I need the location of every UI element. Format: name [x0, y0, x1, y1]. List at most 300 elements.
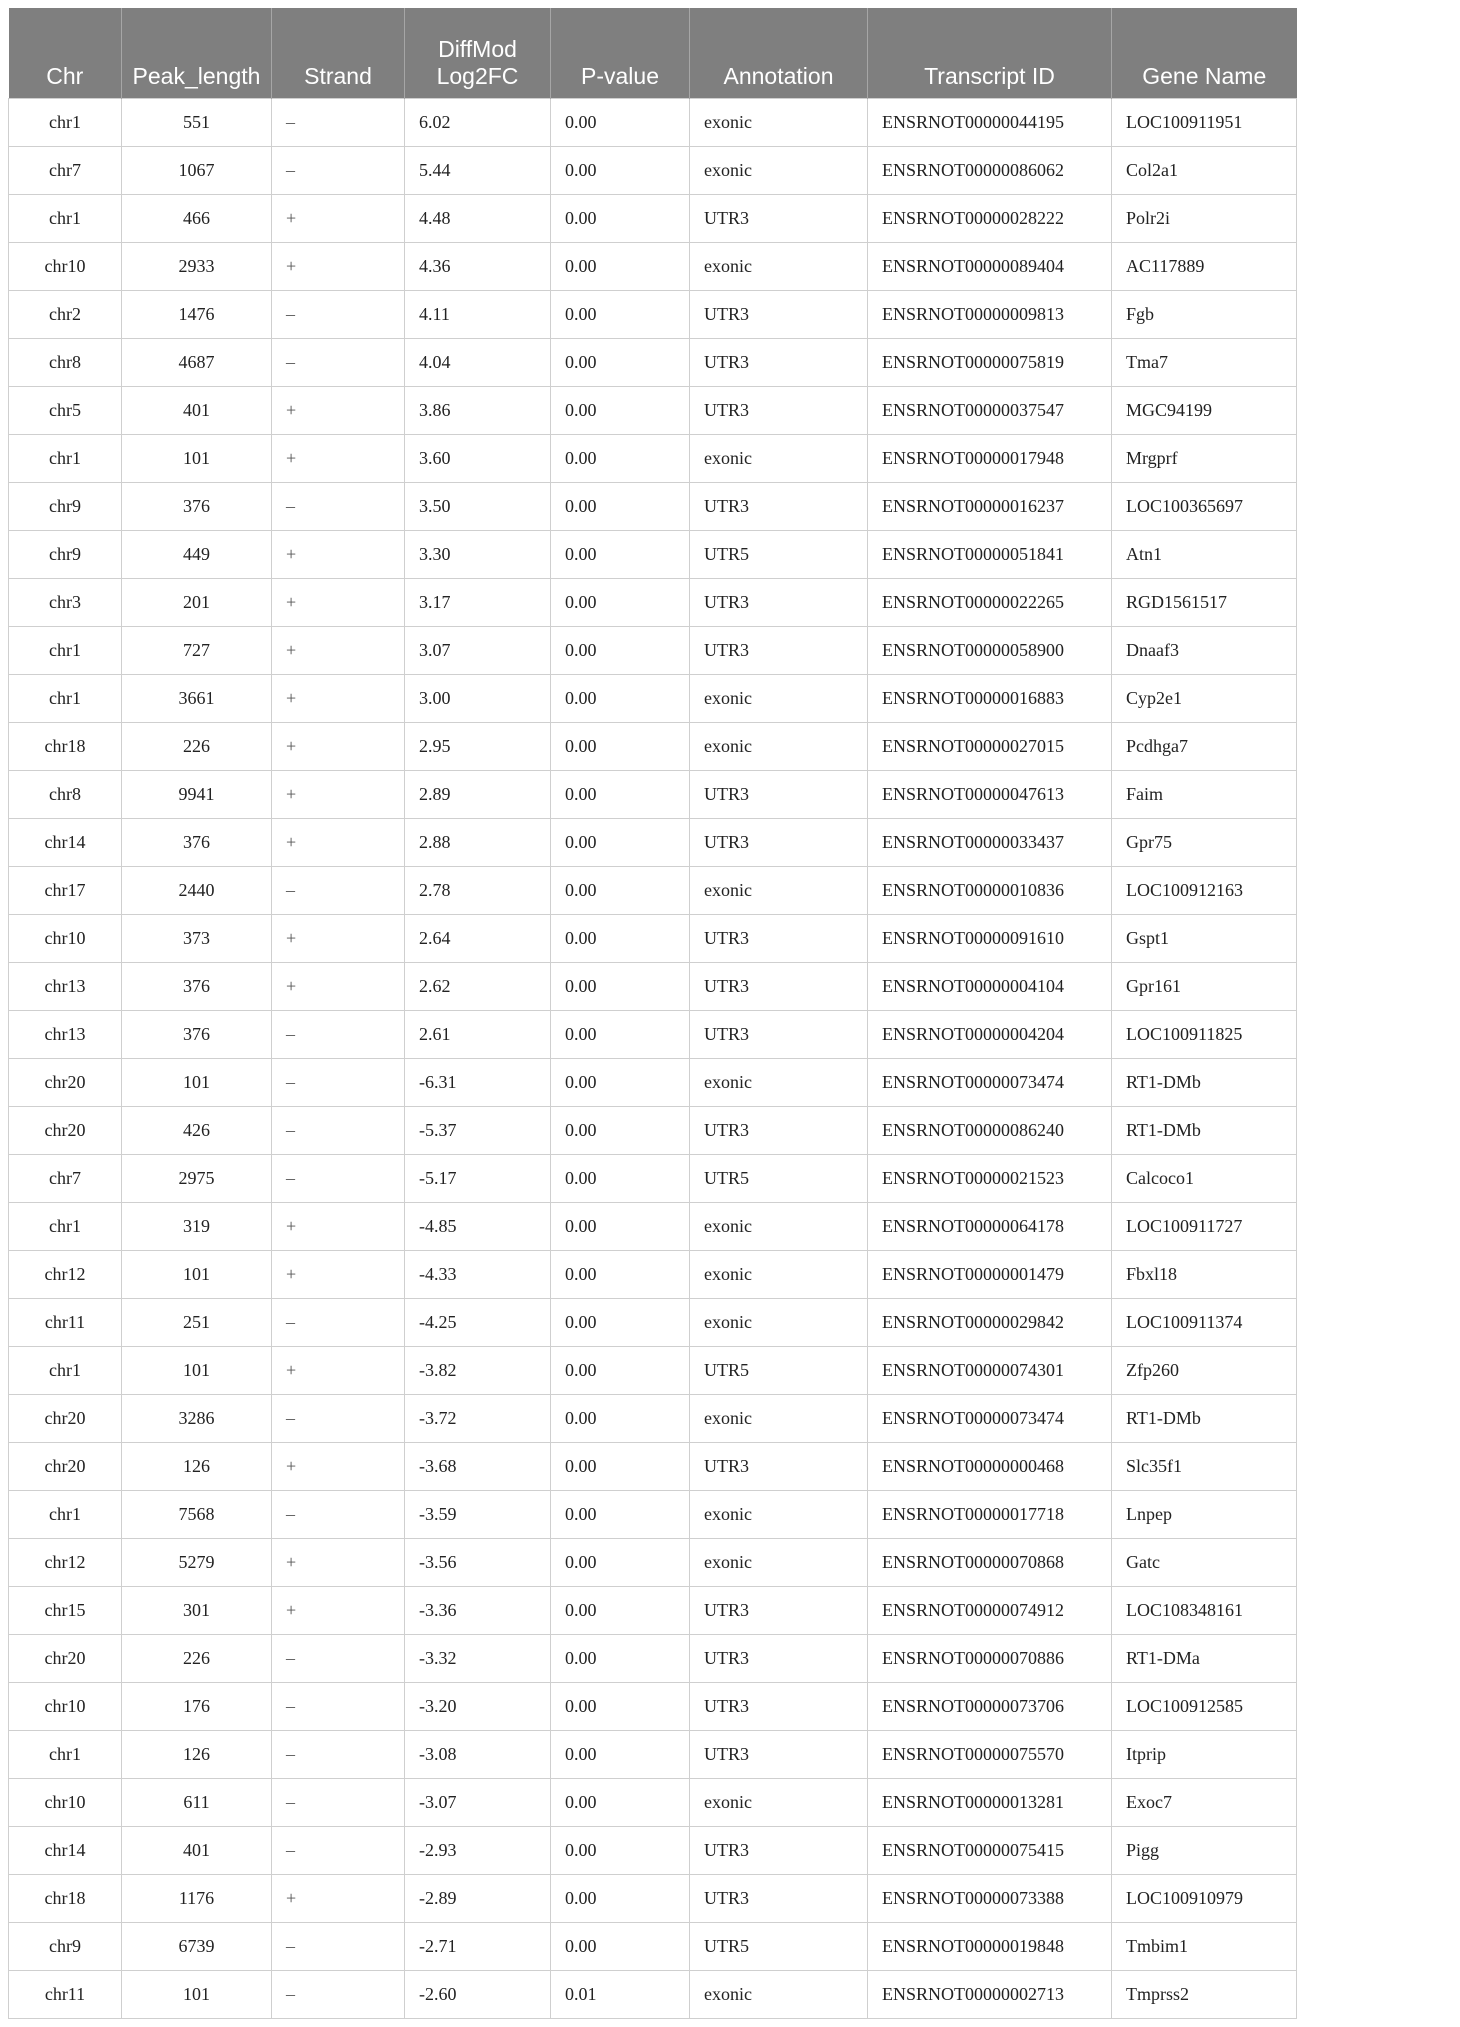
cell-peak-length: 101 — [122, 1059, 272, 1107]
table-row — [9, 819, 1297, 867]
cell-annotation: exonic — [690, 1539, 868, 1587]
cell-gene-name: Fgb — [1112, 291, 1297, 339]
cell-annotation: exonic — [690, 1779, 868, 1827]
cell-annotation: UTR3 — [690, 1827, 868, 1875]
cell-peak-length: 376 — [122, 819, 272, 867]
cell-p-value: 0.00 — [551, 435, 690, 483]
cell-peak-length: 2440 — [122, 867, 272, 915]
cell-transcript-id: ENSRNOT00000074912 — [868, 1587, 1112, 1635]
cell-strand: – — [272, 1155, 405, 1203]
cell-log2fc: 2.95 — [405, 723, 551, 771]
cell-annotation: UTR3 — [690, 1635, 868, 1683]
cell-chr: chr12 — [9, 1251, 122, 1299]
cell-annotation: UTR3 — [690, 771, 868, 819]
cell-peak-length: 1176 — [122, 1875, 272, 1923]
cell-annotation: exonic — [690, 675, 868, 723]
cell-strand: – — [272, 1683, 405, 1731]
cell-chr: chr10 — [9, 1779, 122, 1827]
cell-chr: chr1 — [9, 675, 122, 723]
cell-log2fc: -2.71 — [405, 1923, 551, 1971]
cell-log2fc: -2.93 — [405, 1827, 551, 1875]
cell-strand: + — [272, 963, 405, 1011]
cell-annotation: UTR3 — [690, 1875, 868, 1923]
cell-p-value: 0.00 — [551, 675, 690, 723]
cell-chr: chr11 — [9, 1299, 122, 1347]
cell-annotation: UTR3 — [690, 579, 868, 627]
cell-p-value: 0.00 — [551, 1251, 690, 1299]
cell-log2fc: -3.20 — [405, 1683, 551, 1731]
cell-gene-name: RGD1561517 — [1112, 579, 1297, 627]
cell-peak-length: 401 — [122, 387, 272, 435]
cell-p-value: 0.00 — [551, 291, 690, 339]
cell-gene-name: Polr2i — [1112, 195, 1297, 243]
table-row — [9, 1059, 1297, 1107]
cell-log2fc: -6.31 — [405, 1059, 551, 1107]
cell-p-value: 0.00 — [551, 1635, 690, 1683]
cell-annotation: exonic — [690, 1395, 868, 1443]
cell-gene-name: Dnaaf3 — [1112, 627, 1297, 675]
cell-log2fc: 4.36 — [405, 243, 551, 291]
cell-peak-length: 611 — [122, 1779, 272, 1827]
cell-log2fc: 4.04 — [405, 339, 551, 387]
cell-gene-name: Atn1 — [1112, 531, 1297, 579]
cell-log2fc: -4.85 — [405, 1203, 551, 1251]
cell-chr: chr1 — [9, 1347, 122, 1395]
cell-annotation: UTR5 — [690, 1347, 868, 1395]
table-row — [9, 723, 1297, 771]
cell-gene-name: RT1-DMa — [1112, 1635, 1297, 1683]
cell-peak-length: 4687 — [122, 339, 272, 387]
cell-transcript-id: ENSRNOT00000027015 — [868, 723, 1112, 771]
cell-annotation: UTR3 — [690, 819, 868, 867]
cell-chr: chr1 — [9, 1491, 122, 1539]
cell-gene-name: Gpr75 — [1112, 819, 1297, 867]
cell-strand: + — [272, 531, 405, 579]
cell-chr: chr1 — [9, 1203, 122, 1251]
table-row — [9, 1923, 1297, 1971]
cell-log2fc: 2.62 — [405, 963, 551, 1011]
cell-annotation: exonic — [690, 243, 868, 291]
cell-transcript-id: ENSRNOT00000070886 — [868, 1635, 1112, 1683]
cell-chr: chr15 — [9, 1587, 122, 1635]
cell-gene-name: Exoc7 — [1112, 1779, 1297, 1827]
cell-transcript-id: ENSRNOT00000010836 — [868, 867, 1112, 915]
cell-transcript-id: ENSRNOT00000004104 — [868, 963, 1112, 1011]
cell-transcript-id: ENSRNOT00000000468 — [868, 1443, 1112, 1491]
cell-strand: + — [272, 243, 405, 291]
cell-log2fc: -3.56 — [405, 1539, 551, 1587]
cell-strand: – — [272, 99, 405, 147]
cell-gene-name: Tmbim1 — [1112, 1923, 1297, 1971]
cell-log2fc: -3.08 — [405, 1731, 551, 1779]
cell-transcript-id: ENSRNOT00000013281 — [868, 1779, 1112, 1827]
cell-log2fc: -3.82 — [405, 1347, 551, 1395]
cell-p-value: 0.00 — [551, 1731, 690, 1779]
cell-chr: chr7 — [9, 1155, 122, 1203]
header-annotation: Annotation — [690, 8, 868, 99]
cell-transcript-id: ENSRNOT00000073474 — [868, 1395, 1112, 1443]
cell-peak-length: 6739 — [122, 1923, 272, 1971]
cell-gene-name: LOC100911825 — [1112, 1011, 1297, 1059]
cell-log2fc: -3.32 — [405, 1635, 551, 1683]
table-row — [9, 1155, 1297, 1203]
table-row — [9, 1587, 1297, 1635]
cell-strand: + — [272, 627, 405, 675]
table-row — [9, 1971, 1297, 2019]
cell-log2fc: -3.07 — [405, 1779, 551, 1827]
cell-chr: chr1 — [9, 195, 122, 243]
cell-strand: + — [272, 435, 405, 483]
cell-log2fc: 3.00 — [405, 675, 551, 723]
cell-transcript-id: ENSRNOT00000016237 — [868, 483, 1112, 531]
cell-peak-length: 376 — [122, 963, 272, 1011]
cell-gene-name: MGC94199 — [1112, 387, 1297, 435]
cell-chr: chr13 — [9, 1011, 122, 1059]
cell-strand: – — [272, 1299, 405, 1347]
cell-peak-length: 101 — [122, 435, 272, 483]
cell-annotation: exonic — [690, 1299, 868, 1347]
table-row — [9, 963, 1297, 1011]
cell-transcript-id: ENSRNOT00000051841 — [868, 531, 1112, 579]
cell-p-value: 0.01 — [551, 1971, 690, 2019]
cell-transcript-id: ENSRNOT00000070868 — [868, 1539, 1112, 1587]
cell-peak-length: 7568 — [122, 1491, 272, 1539]
table-row — [9, 387, 1297, 435]
cell-strand: + — [272, 1587, 405, 1635]
cell-p-value: 0.00 — [551, 963, 690, 1011]
cell-log2fc: 4.48 — [405, 195, 551, 243]
cell-transcript-id: ENSRNOT00000028222 — [868, 195, 1112, 243]
cell-chr: chr1 — [9, 627, 122, 675]
cell-log2fc: -2.89 — [405, 1875, 551, 1923]
cell-chr: chr7 — [9, 147, 122, 195]
cell-transcript-id: ENSRNOT00000075415 — [868, 1827, 1112, 1875]
table-row — [9, 1107, 1297, 1155]
table-row — [9, 1635, 1297, 1683]
table-row — [9, 1347, 1297, 1395]
cell-annotation: exonic — [690, 435, 868, 483]
cell-log2fc: 3.60 — [405, 435, 551, 483]
cell-gene-name: RT1-DMb — [1112, 1059, 1297, 1107]
cell-annotation: UTR3 — [690, 963, 868, 1011]
table-row — [9, 1779, 1297, 1827]
cell-transcript-id: ENSRNOT00000091610 — [868, 915, 1112, 963]
cell-peak-length: 3286 — [122, 1395, 272, 1443]
table-row — [9, 1491, 1297, 1539]
table-row — [9, 1251, 1297, 1299]
cell-p-value: 0.00 — [551, 1683, 690, 1731]
cell-log2fc: 3.86 — [405, 387, 551, 435]
table-row — [9, 291, 1297, 339]
cell-log2fc: -4.25 — [405, 1299, 551, 1347]
cell-annotation: exonic — [690, 147, 868, 195]
cell-chr: chr11 — [9, 1971, 122, 2019]
cell-transcript-id: ENSRNOT00000017948 — [868, 435, 1112, 483]
cell-annotation: UTR3 — [690, 915, 868, 963]
cell-peak-length: 301 — [122, 1587, 272, 1635]
cell-strand: + — [272, 723, 405, 771]
cell-chr: chr18 — [9, 1875, 122, 1923]
cell-transcript-id: ENSRNOT00000075819 — [868, 339, 1112, 387]
cell-strand: – — [272, 1971, 405, 2019]
cell-chr: chr20 — [9, 1059, 122, 1107]
cell-p-value: 0.00 — [551, 387, 690, 435]
cell-transcript-id: ENSRNOT00000089404 — [868, 243, 1112, 291]
cell-chr: chr3 — [9, 579, 122, 627]
cell-chr: chr10 — [9, 1683, 122, 1731]
header-gene-name: Gene Name — [1112, 8, 1297, 99]
cell-gene-name: Gspt1 — [1112, 915, 1297, 963]
cell-chr: chr20 — [9, 1107, 122, 1155]
cell-peak-length: 9941 — [122, 771, 272, 819]
cell-annotation: UTR3 — [690, 1587, 868, 1635]
cell-p-value: 0.00 — [551, 1203, 690, 1251]
table-row — [9, 1011, 1297, 1059]
cell-transcript-id: ENSRNOT00000002713 — [868, 1971, 1112, 2019]
table-row — [9, 1683, 1297, 1731]
cell-gene-name: LOC100910979 — [1112, 1875, 1297, 1923]
cell-gene-name: Gpr161 — [1112, 963, 1297, 1011]
cell-transcript-id: ENSRNOT00000058900 — [868, 627, 1112, 675]
table-row — [9, 1539, 1297, 1587]
cell-gene-name: LOC100911374 — [1112, 1299, 1297, 1347]
cell-peak-length: 401 — [122, 1827, 272, 1875]
cell-strand: – — [272, 867, 405, 915]
cell-gene-name: Gatc — [1112, 1539, 1297, 1587]
cell-p-value: 0.00 — [551, 1059, 690, 1107]
cell-peak-length: 5279 — [122, 1539, 272, 1587]
cell-annotation: exonic — [690, 723, 868, 771]
header-transcript-id: Transcript ID — [868, 8, 1112, 99]
cell-annotation: UTR3 — [690, 1443, 868, 1491]
cell-annotation: UTR3 — [690, 483, 868, 531]
cell-gene-name: LOC100911951 — [1112, 99, 1297, 147]
cell-log2fc: 2.88 — [405, 819, 551, 867]
cell-chr: chr1 — [9, 99, 122, 147]
table-row — [9, 147, 1297, 195]
cell-chr: chr12 — [9, 1539, 122, 1587]
cell-gene-name: Tma7 — [1112, 339, 1297, 387]
cell-gene-name: Mrgprf — [1112, 435, 1297, 483]
cell-gene-name: LOC100911727 — [1112, 1203, 1297, 1251]
table-row — [9, 1443, 1297, 1491]
cell-p-value: 0.00 — [551, 915, 690, 963]
cell-log2fc: -2.60 — [405, 1971, 551, 2019]
cell-transcript-id: ENSRNOT00000019848 — [868, 1923, 1112, 1971]
cell-gene-name: Calcoco1 — [1112, 1155, 1297, 1203]
cell-peak-length: 101 — [122, 1971, 272, 2019]
table-row — [9, 915, 1297, 963]
cell-log2fc: -5.17 — [405, 1155, 551, 1203]
cell-gene-name: Fbxl18 — [1112, 1251, 1297, 1299]
cell-chr: chr2 — [9, 291, 122, 339]
header-strand: Strand — [272, 8, 405, 99]
cell-transcript-id: ENSRNOT00000074301 — [868, 1347, 1112, 1395]
cell-peak-length: 101 — [122, 1347, 272, 1395]
table-row — [9, 1395, 1297, 1443]
cell-gene-name: Col2a1 — [1112, 147, 1297, 195]
cell-peak-length: 226 — [122, 1635, 272, 1683]
cell-strand: – — [272, 1491, 405, 1539]
cell-strand: – — [272, 291, 405, 339]
cell-strand: + — [272, 579, 405, 627]
cell-gene-name: Tmprss2 — [1112, 1971, 1297, 2019]
cell-transcript-id: ENSRNOT00000073474 — [868, 1059, 1112, 1107]
cell-strand: – — [272, 1395, 405, 1443]
table-row — [9, 1875, 1297, 1923]
cell-annotation: exonic — [690, 99, 868, 147]
cell-log2fc: -3.68 — [405, 1443, 551, 1491]
cell-transcript-id: ENSRNOT00000047613 — [868, 771, 1112, 819]
cell-gene-name: RT1-DMb — [1112, 1395, 1297, 1443]
cell-transcript-id: ENSRNOT00000037547 — [868, 387, 1112, 435]
cell-chr: chr20 — [9, 1443, 122, 1491]
cell-strand: + — [272, 387, 405, 435]
cell-log2fc: 3.30 — [405, 531, 551, 579]
table-row — [9, 867, 1297, 915]
cell-peak-length: 1067 — [122, 147, 272, 195]
cell-peak-length: 373 — [122, 915, 272, 963]
cell-transcript-id: ENSRNOT00000073706 — [868, 1683, 1112, 1731]
cell-peak-length: 551 — [122, 99, 272, 147]
cell-peak-length: 176 — [122, 1683, 272, 1731]
cell-transcript-id: ENSRNOT00000022265 — [868, 579, 1112, 627]
cell-strand: – — [272, 339, 405, 387]
cell-p-value: 0.00 — [551, 1155, 690, 1203]
cell-transcript-id: ENSRNOT00000001479 — [868, 1251, 1112, 1299]
cell-p-value: 0.00 — [551, 99, 690, 147]
cell-annotation: UTR3 — [690, 339, 868, 387]
cell-log2fc: 2.61 — [405, 1011, 551, 1059]
cell-annotation: exonic — [690, 1971, 868, 2019]
cell-chr: chr17 — [9, 867, 122, 915]
cell-chr: chr18 — [9, 723, 122, 771]
table-row — [9, 243, 1297, 291]
cell-annotation: UTR3 — [690, 1731, 868, 1779]
cell-peak-length: 449 — [122, 531, 272, 579]
cell-p-value: 0.00 — [551, 1011, 690, 1059]
cell-chr: chr1 — [9, 435, 122, 483]
cell-gene-name: Faim — [1112, 771, 1297, 819]
cell-strand: – — [272, 483, 405, 531]
cell-p-value: 0.00 — [551, 339, 690, 387]
cell-peak-length: 226 — [122, 723, 272, 771]
cell-p-value: 0.00 — [551, 723, 690, 771]
cell-gene-name: Slc35f1 — [1112, 1443, 1297, 1491]
cell-log2fc: 3.07 — [405, 627, 551, 675]
cell-strand: + — [272, 1443, 405, 1491]
cell-p-value: 0.00 — [551, 1539, 690, 1587]
cell-log2fc: 6.02 — [405, 99, 551, 147]
cell-transcript-id: ENSRNOT00000009813 — [868, 291, 1112, 339]
cell-peak-length: 1476 — [122, 291, 272, 339]
cell-strand: + — [272, 771, 405, 819]
cell-gene-name: Cyp2e1 — [1112, 675, 1297, 723]
cell-chr: chr13 — [9, 963, 122, 1011]
cell-strand: + — [272, 1203, 405, 1251]
cell-annotation: exonic — [690, 1203, 868, 1251]
header-chr: Chr — [9, 8, 122, 99]
cell-strand: – — [272, 1011, 405, 1059]
cell-peak-length: 319 — [122, 1203, 272, 1251]
cell-gene-name: Zfp260 — [1112, 1347, 1297, 1395]
cell-chr: chr20 — [9, 1395, 122, 1443]
cell-annotation: exonic — [690, 1251, 868, 1299]
cell-p-value: 0.00 — [551, 243, 690, 291]
cell-peak-length: 251 — [122, 1299, 272, 1347]
cell-transcript-id: ENSRNOT00000021523 — [868, 1155, 1112, 1203]
cell-p-value: 0.00 — [551, 819, 690, 867]
table-row — [9, 435, 1297, 483]
cell-strand: – — [272, 1635, 405, 1683]
cell-peak-length: 466 — [122, 195, 272, 243]
cell-gene-name: Pcdhga7 — [1112, 723, 1297, 771]
cell-annotation: UTR3 — [690, 291, 868, 339]
cell-log2fc: 2.78 — [405, 867, 551, 915]
table-row — [9, 99, 1297, 147]
cell-transcript-id: ENSRNOT00000064178 — [868, 1203, 1112, 1251]
cell-p-value: 0.00 — [551, 867, 690, 915]
cell-strand: – — [272, 1923, 405, 1971]
cell-p-value: 0.00 — [551, 531, 690, 579]
data-table — [8, 8, 1297, 2019]
cell-log2fc: -4.33 — [405, 1251, 551, 1299]
cell-annotation: UTR3 — [690, 627, 868, 675]
header-peak-length: Peak_length — [122, 8, 272, 99]
cell-chr: chr8 — [9, 771, 122, 819]
table-row — [9, 1203, 1297, 1251]
cell-annotation: UTR5 — [690, 1155, 868, 1203]
cell-log2fc: -3.59 — [405, 1491, 551, 1539]
cell-chr: chr14 — [9, 819, 122, 867]
cell-peak-length: 727 — [122, 627, 272, 675]
cell-annotation: UTR5 — [690, 531, 868, 579]
cell-p-value: 0.00 — [551, 1299, 690, 1347]
table-row — [9, 1299, 1297, 1347]
cell-transcript-id: ENSRNOT00000029842 — [868, 1299, 1112, 1347]
cell-annotation: UTR5 — [690, 1923, 868, 1971]
cell-annotation: UTR3 — [690, 1011, 868, 1059]
cell-strand: + — [272, 1539, 405, 1587]
table-container — [8, 8, 1296, 2019]
cell-chr: chr10 — [9, 915, 122, 963]
cell-transcript-id: ENSRNOT00000017718 — [868, 1491, 1112, 1539]
cell-log2fc: 4.11 — [405, 291, 551, 339]
cell-p-value: 0.00 — [551, 1443, 690, 1491]
table-row — [9, 195, 1297, 243]
cell-transcript-id: ENSRNOT00000016883 — [868, 675, 1112, 723]
table-row — [9, 1731, 1297, 1779]
table-row — [9, 531, 1297, 579]
cell-p-value: 0.00 — [551, 147, 690, 195]
cell-transcript-id: ENSRNOT00000086240 — [868, 1107, 1112, 1155]
cell-transcript-id: ENSRNOT00000033437 — [868, 819, 1112, 867]
table-row — [9, 483, 1297, 531]
cell-annotation: UTR3 — [690, 387, 868, 435]
cell-p-value: 0.00 — [551, 579, 690, 627]
cell-gene-name: LOC100365697 — [1112, 483, 1297, 531]
cell-p-value: 0.00 — [551, 1347, 690, 1395]
cell-annotation: exonic — [690, 1491, 868, 1539]
cell-p-value: 0.00 — [551, 195, 690, 243]
cell-gene-name: Lnpep — [1112, 1491, 1297, 1539]
cell-strand: – — [272, 1107, 405, 1155]
cell-log2fc: 3.50 — [405, 483, 551, 531]
cell-log2fc: 2.64 — [405, 915, 551, 963]
cell-gene-name: Pigg — [1112, 1827, 1297, 1875]
cell-gene-name: LOC100912163 — [1112, 867, 1297, 915]
cell-strand: – — [272, 1731, 405, 1779]
